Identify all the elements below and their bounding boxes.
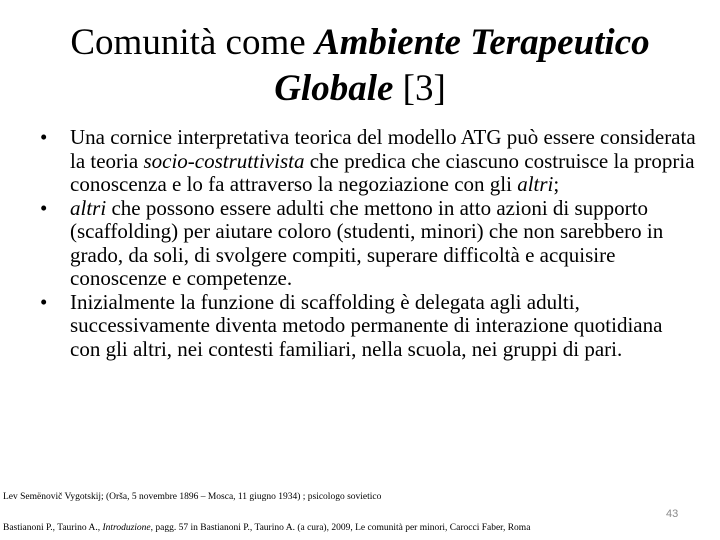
footnote-vygotskij: Lev Semënovič Vygotskij; (Orša, 5 novembre 1896 – Mosca, 11 giugno 1934) ; psicologo sovietico [3,492,382,502]
bullet-italic-term: altri [517,172,554,196]
bullet-item-3 [38,291,698,362]
title-italic-text: Ambiente Terapeutico [314,22,650,63]
bullet-list [38,126,698,361]
bullet-text: Una cornice interpretativa teorica del modello ATG può essere considerata la teoria [70,125,696,173]
bullet-item-1 [38,126,698,197]
footnote-text: , pagg. 57 in Bastianoni P., Taurino A. (a cura), 2009, Le comunità per minori, Carocci Faber, Roma [150,523,531,533]
footnote-text: Bastianoni P., Taurino A., [3,523,103,533]
page-number: 43 [666,508,679,520]
slide-title [20,20,700,112]
bullet-marker: • [40,195,48,220]
footnote-italic-title: Introduzione [102,523,151,533]
footnote-reference [3,522,530,534]
title-plain-text: Comunità come [70,22,315,63]
bullet-marker: • [40,125,48,149]
bullet-italic-term: socio-costruttivista [143,148,305,173]
bullet-marker: • [40,289,48,314]
title-reference: [3] [393,68,446,109]
bullet-text: Inizialmente la funzione di scaffolding è delegata agli adulti, successivamente diventa metodo permanente di interazione quotidiana con gli altri, nei contesti familiari, nella scuola, nei gruppi di pari. [70,289,663,361]
bullet-text: che predica che ciascuno costruisce la propria conoscenza e lo fa attraverso la negoziazione con gli [70,148,695,196]
bullet-italic-term: altri [70,195,107,220]
bullet-item-2 [38,197,698,291]
bullet-text: che possono essere adulti che mettono in atto azioni di supporto (scaffolding) per aiutare coloro (studenti, minori) che non sarebbero in grado, da soli, di svolgere compiti, superare difficoltà e acquisire conoscenze e competenze. [70,195,664,290]
title-italic-text-line2: Globale [274,68,394,109]
bullet-text: ; [553,172,560,196]
